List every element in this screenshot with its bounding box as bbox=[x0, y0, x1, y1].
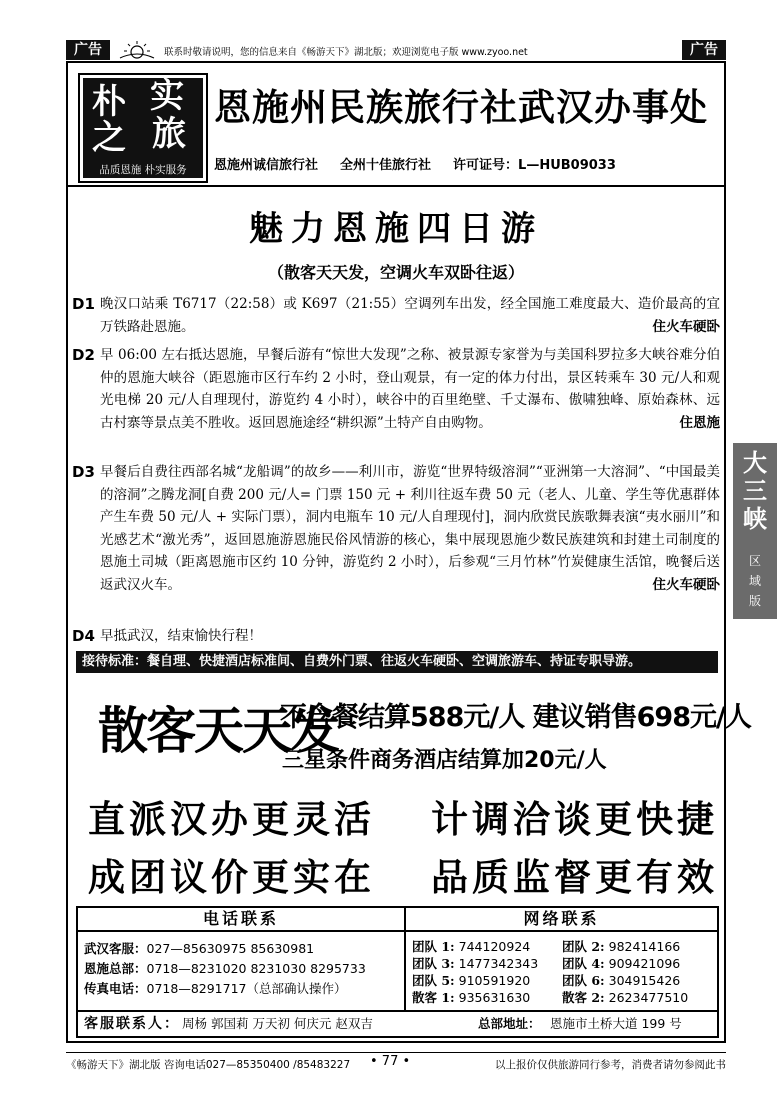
service-contact-names: 周杨 郭国莉 万天初 何庆元 赵双吉 bbox=[182, 1016, 373, 1031]
qq-number: 744120924 bbox=[458, 939, 531, 954]
agency-name: 恩施州民族旅行社武汉办事处 bbox=[214, 85, 708, 129]
slogan: 计调洽谈更快捷 bbox=[431, 797, 718, 841]
day-text bbox=[100, 461, 720, 596]
logo-block bbox=[83, 78, 203, 164]
contact-notice: 联系时敬请说明，您的信息来自《畅游天下》湖北版；欢迎浏览电子版 www.zyoo.net bbox=[164, 47, 528, 58]
day-description: 晚汉口站乘 T6717（22:58）或 K697（21:55）空调列车出发，经全国施工难度最大、造价最高的宜万铁路赴恩施。 bbox=[100, 296, 720, 335]
qq-list bbox=[412, 938, 712, 1006]
qq-number: 909421096 bbox=[608, 956, 681, 971]
day-description: 早抵武汉，结束愉快行程！ bbox=[100, 628, 262, 644]
qq-label: 团队 6: bbox=[562, 973, 605, 988]
vertical-char: 三 bbox=[743, 476, 767, 505]
phone-row bbox=[84, 979, 404, 999]
day-text bbox=[100, 344, 720, 434]
tour-subtitle: （散客天天发，空调火车双卧往返） bbox=[267, 263, 524, 282]
logo-char: 旅 bbox=[152, 114, 186, 154]
sub-agency: 全州十佳旅行社 bbox=[340, 158, 432, 173]
page-number: • 77 • bbox=[370, 1054, 411, 1069]
contact-header bbox=[78, 908, 717, 932]
accommodation: 住火车硬卧 bbox=[652, 318, 720, 335]
top-bar bbox=[66, 40, 726, 60]
logo-char: 朴 bbox=[92, 82, 126, 122]
itinerary-day bbox=[72, 344, 720, 434]
brand-logo bbox=[78, 73, 208, 183]
vertical-char: 大 bbox=[743, 448, 767, 477]
vertical-char: 版 bbox=[748, 594, 761, 608]
qq-label: 团队 1: bbox=[412, 939, 455, 954]
web-contact-title: 网络联系 bbox=[523, 909, 600, 928]
day-label: D2 bbox=[72, 346, 95, 364]
phone-contact-title: 电话联系 bbox=[202, 909, 279, 928]
footer-publication: 《畅游天下》湖北版 咨询电话027—85350400 /85483227 bbox=[66, 1059, 351, 1071]
qq-label: 散客 1: bbox=[412, 990, 455, 1005]
price-hotel-upgrade: 三星条件商务酒店结算加20元/人 bbox=[282, 748, 607, 773]
qq-number: 910591920 bbox=[458, 973, 531, 988]
day-text bbox=[100, 293, 720, 338]
logo-slogan: 品质恩施 朴实服务 bbox=[83, 162, 203, 178]
day-label: D1 bbox=[72, 295, 95, 313]
divider bbox=[68, 185, 724, 187]
footer-disclaimer: 以上报价仅供旅游同行参考，消费者请勿参阅此书 bbox=[495, 1059, 726, 1071]
qq-number: 1477342343 bbox=[458, 956, 539, 971]
vertical-char: 峡 bbox=[743, 504, 767, 533]
sub-agency: 恩施州诚信旅行社 bbox=[214, 158, 319, 173]
qq-entry bbox=[412, 989, 562, 1006]
tour-title: 魅力恩施四日游 bbox=[249, 209, 543, 249]
qq-number: 304915426 bbox=[608, 973, 681, 988]
page-footer bbox=[66, 1052, 726, 1072]
logo-char: 实 bbox=[150, 76, 184, 116]
itinerary-day bbox=[72, 625, 720, 648]
qq-label: 团队 5: bbox=[412, 973, 455, 988]
qq-number: 2623477510 bbox=[608, 990, 689, 1005]
accommodation: 住恩施 bbox=[679, 414, 720, 431]
phone-list bbox=[84, 939, 404, 999]
phone-number: 0718—8291717（总部确认操作） bbox=[146, 981, 347, 996]
phone-label: 恩施总部： bbox=[84, 961, 147, 976]
service-contact-label: 客服联系人： bbox=[84, 1016, 180, 1032]
qq-entry bbox=[412, 972, 562, 989]
phone-label: 武汉客服： bbox=[84, 941, 147, 956]
logo-char: 之 bbox=[92, 118, 126, 158]
phone-number: 027—85630975 85630981 bbox=[146, 941, 315, 956]
accommodation: 住火车硬卧 bbox=[652, 576, 720, 593]
address-label: 总部地址： bbox=[478, 1016, 541, 1031]
day-description: 早餐后自费往西部名城“龙船调”的故乡——利川市，游览“世界特级溶洞”“亚洲第一大溶洞”、“中国最美的溶洞”之腾龙洞[自费 200 元/人= 门票 150 元 + 利川往返车费 50 元（老人、儿童、学生等优惠群体产生车费 50 元/人 + 实际门票），洞内电瓶车 10 元/人自理现付]，洞内欣赏民族歌舞表演“夷水丽川”和光感艺术“激光秀”，返回恩施游恩施民俗风情游的核心，集中展现恩施少数民族建筑和封建土司制度的恩施土司城（距离恩施市区约 10 分钟，游览约 2 小时），后参观“三月竹林”竹炭健康生活馆，晚餐后送返武汉火车。 bbox=[100, 464, 720, 593]
qq-entry bbox=[412, 955, 562, 972]
sub-agencies bbox=[214, 154, 718, 173]
qq-label: 团队 2: bbox=[562, 939, 605, 954]
sun-logo-icon bbox=[116, 40, 158, 60]
qq-label: 散客 2: bbox=[562, 990, 605, 1005]
qq-entry bbox=[562, 955, 712, 972]
itinerary-day bbox=[72, 461, 720, 596]
qq-row bbox=[412, 955, 712, 972]
slogan-row bbox=[88, 847, 718, 901]
divider bbox=[404, 908, 406, 1010]
qq-label: 团队 4: bbox=[562, 956, 605, 971]
region-side-tab bbox=[733, 443, 777, 619]
qq-entry bbox=[562, 972, 712, 989]
price-headline: 散客天天发 bbox=[98, 701, 338, 760]
ad-label-right: 广告 bbox=[682, 40, 726, 60]
slogan: 成团议价更实在 bbox=[88, 855, 375, 899]
qq-row bbox=[412, 938, 712, 955]
slogan: 直派汉办更灵活 bbox=[88, 797, 375, 841]
itinerary-day bbox=[72, 293, 720, 338]
address-value: 恩施市土桥大道 199 号 bbox=[550, 1016, 682, 1031]
qq-number: 935631630 bbox=[458, 990, 531, 1005]
qq-label: 团队 3: bbox=[412, 956, 455, 971]
qq-row bbox=[412, 972, 712, 989]
slogan: 品质监督更有效 bbox=[431, 855, 718, 899]
price-settlement: 不含餐结算588元/人 建议销售698元/人 bbox=[280, 702, 751, 733]
qq-entry bbox=[562, 989, 712, 1006]
ad-frame bbox=[66, 61, 751, 1043]
qq-number: 982414166 bbox=[608, 939, 681, 954]
slogan-row bbox=[88, 789, 718, 843]
day-label: D4 bbox=[72, 627, 95, 645]
phone-label: 传真电话： bbox=[84, 981, 147, 996]
service-standard-banner: 接待标准：餐自理、快捷酒店标准间、自费外门票、往返火车硬卧、空调旅游车、持证专职导游。 bbox=[76, 651, 718, 673]
day-label: D3 bbox=[72, 463, 95, 481]
contact-footer bbox=[78, 1010, 717, 1036]
phone-row bbox=[84, 959, 404, 979]
contact-box bbox=[76, 906, 719, 1038]
region-subtitle bbox=[733, 551, 777, 611]
phone-number: 0718—8231020 8231030 8295733 bbox=[146, 961, 366, 976]
qq-entry bbox=[412, 938, 562, 955]
phone-row bbox=[84, 939, 404, 959]
day-text bbox=[100, 625, 720, 648]
region-title bbox=[733, 449, 777, 533]
vertical-char: 域 bbox=[748, 574, 761, 588]
day-description: 早 06:00 左右抵达恩施，早餐后游有“惊世大发现”之称、被景源专家誉为与美国科罗拉多大峡谷难分伯仲的恩施大峡谷（距恩施市区行车约 2 小时，登山观景，有一定的体力付出，景区转乘车 30 元/人和观光电梯 20 元/人自理现付，游览约 4 小时），峡谷中的百里绝壁、千丈瀑布、傲啸独峰、原始森林、远古村寨等景点美不胜收。返回恩施途经“耕织源”土特产自由购物。 bbox=[100, 347, 720, 431]
qq-row bbox=[412, 989, 712, 1006]
ad-label-left: 广告 bbox=[66, 40, 110, 60]
license-number: 许可证号：L—HUB09033 bbox=[453, 158, 616, 173]
vertical-char: 区 bbox=[748, 554, 761, 568]
qq-entry bbox=[562, 938, 712, 955]
